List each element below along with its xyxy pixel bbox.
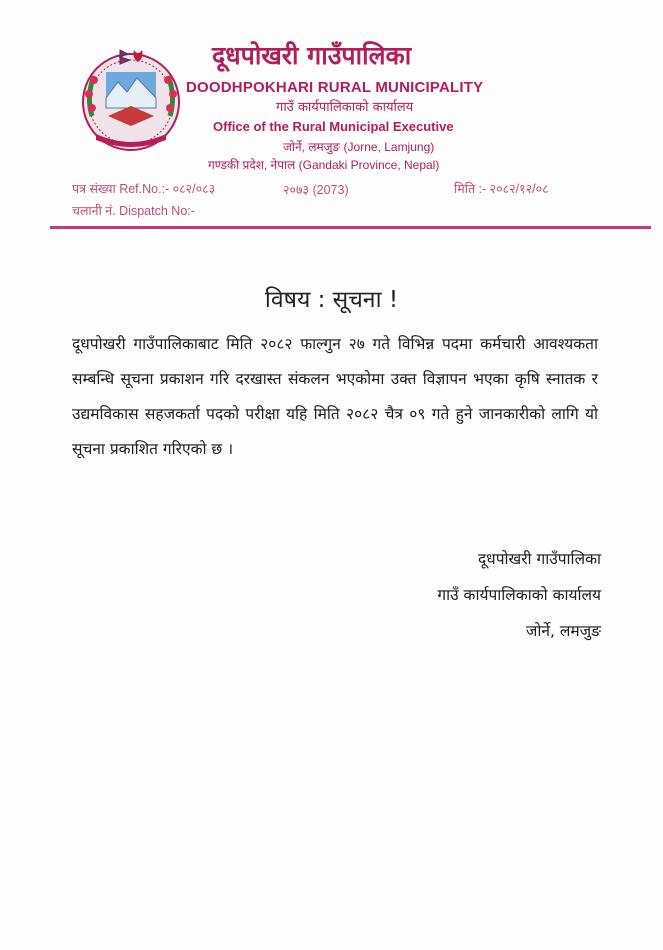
header-divider [50, 226, 651, 229]
office-name-english: Office of the Rural Municipal Executive [213, 119, 454, 134]
reference-number: पत्र संख्या Ref.No.:- ०८२/०८३ [72, 182, 216, 196]
signature-line-2: गाउँ कार्यपालिकाको कार्यालय [437, 586, 601, 604]
org-name-english: DOODHPOKHARI RURAL MUNICIPALITY [186, 79, 484, 96]
dispatch-number: चलानी नं. Dispatch No:- [72, 204, 195, 218]
municipality-emblem-icon [72, 46, 190, 154]
org-name-nepali: दूधपोखरी गाउँपालिका [212, 41, 412, 70]
signature-line-1: दूधपोखरी गाउँपालिका [477, 550, 601, 568]
office-name-nepali: गाउँ कार्यपालिकाको कार्यालय [276, 100, 414, 115]
address-line-2: गण्डकी प्रदेश, नेपाल (Gandaki Province, Nepal) [208, 158, 440, 172]
address-line-1: जोर्ने, लमजुङ (Jorne, Lamjung) [283, 140, 435, 154]
letter-date: मिति :- २०८२/१२/०८ [454, 182, 549, 196]
notice-subject: विषय : सूचना ! [264, 287, 399, 313]
notice-body: दूधपोखरी गाउँपालिकाबाट मिति २०८२ फाल्गुन २७ गते विभिन्न पदमा कर्मचारी आवश्यकता सम्बन्धि सूचना प्रकाशन गरि दरखास्त संकलन भएकोमा उक्त विज्ञापन भएका कृषि स्नातक र उद्यमविकास सहजकर्ता पदको परीक्षा यहि मिति २०८२ चैत्र ०९ गते हुने जानकारीको लागि यो सूचना प्रकाशित गरिएको छ । [72, 335, 598, 458]
established-year: २०७३ (2073) [283, 183, 349, 197]
signature-line-3: जोर्ने, लमजुङ [525, 622, 601, 640]
